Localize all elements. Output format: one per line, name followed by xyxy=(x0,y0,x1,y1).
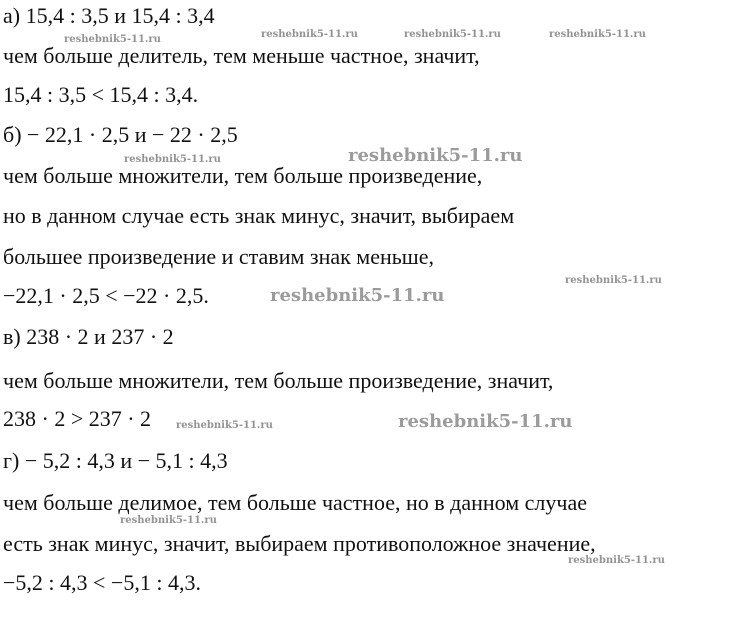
text-line: чем больше множители, тем больше произведение, значит, xyxy=(3,368,554,393)
watermark: reshebnik5-11.ru xyxy=(565,275,662,286)
text-line: 238 · 2 > 237 · 2 xyxy=(3,406,152,431)
watermark: reshebnik5-11.ru xyxy=(270,285,445,306)
text-line: чем больше делитель, тем меньше частное, значит, xyxy=(3,43,480,68)
watermark: reshebnik5-11.ru xyxy=(176,420,273,431)
text-line: в) 238 · 2 и 237 · 2 xyxy=(3,324,174,349)
text-line: большее произведение и ставим знак меньше, xyxy=(3,244,435,269)
text-line: −5,2 : 4,3 < −5,1 : 4,3. xyxy=(3,570,201,595)
watermark: reshebnik5-11.ru xyxy=(398,411,573,432)
watermark: reshebnik5-11.ru xyxy=(568,555,665,566)
watermark: reshebnik5-11.ru xyxy=(261,29,358,40)
text-line: а) 15,4 : 3,5 и 15,4 : 3,4 xyxy=(3,3,215,28)
text-line: но в данном случае есть знак минус, значит, выбираем xyxy=(3,203,515,228)
text-line: −22,1 · 2,5 < −22 · 2,5. xyxy=(3,283,209,308)
watermark: reshebnik5-11.ru xyxy=(549,29,646,40)
text-line: б) − 22,1 · 2,5 и − 22 · 2,5 xyxy=(3,122,238,147)
text-line: 15,4 : 3,5 < 15,4 : 3,4. xyxy=(3,82,199,107)
text-line: г) − 5,2 : 4,3 и − 5,1 : 4,3 xyxy=(3,448,228,473)
watermark: reshebnik5-11.ru xyxy=(120,515,217,526)
text-line: чем больше делимое, тем больше частное, но в данном случае xyxy=(3,490,587,515)
text-line: есть знак минус, значит, выбираем противоположное значение, xyxy=(3,531,596,556)
watermark: reshebnik5-11.ru xyxy=(64,34,161,45)
watermark: reshebnik5-11.ru xyxy=(404,29,501,40)
watermark: reshebnik5-11.ru xyxy=(348,145,523,166)
watermark: reshebnik5-11.ru xyxy=(124,154,221,165)
text-line: чем больше множители, тем больше произведение, xyxy=(3,163,483,188)
